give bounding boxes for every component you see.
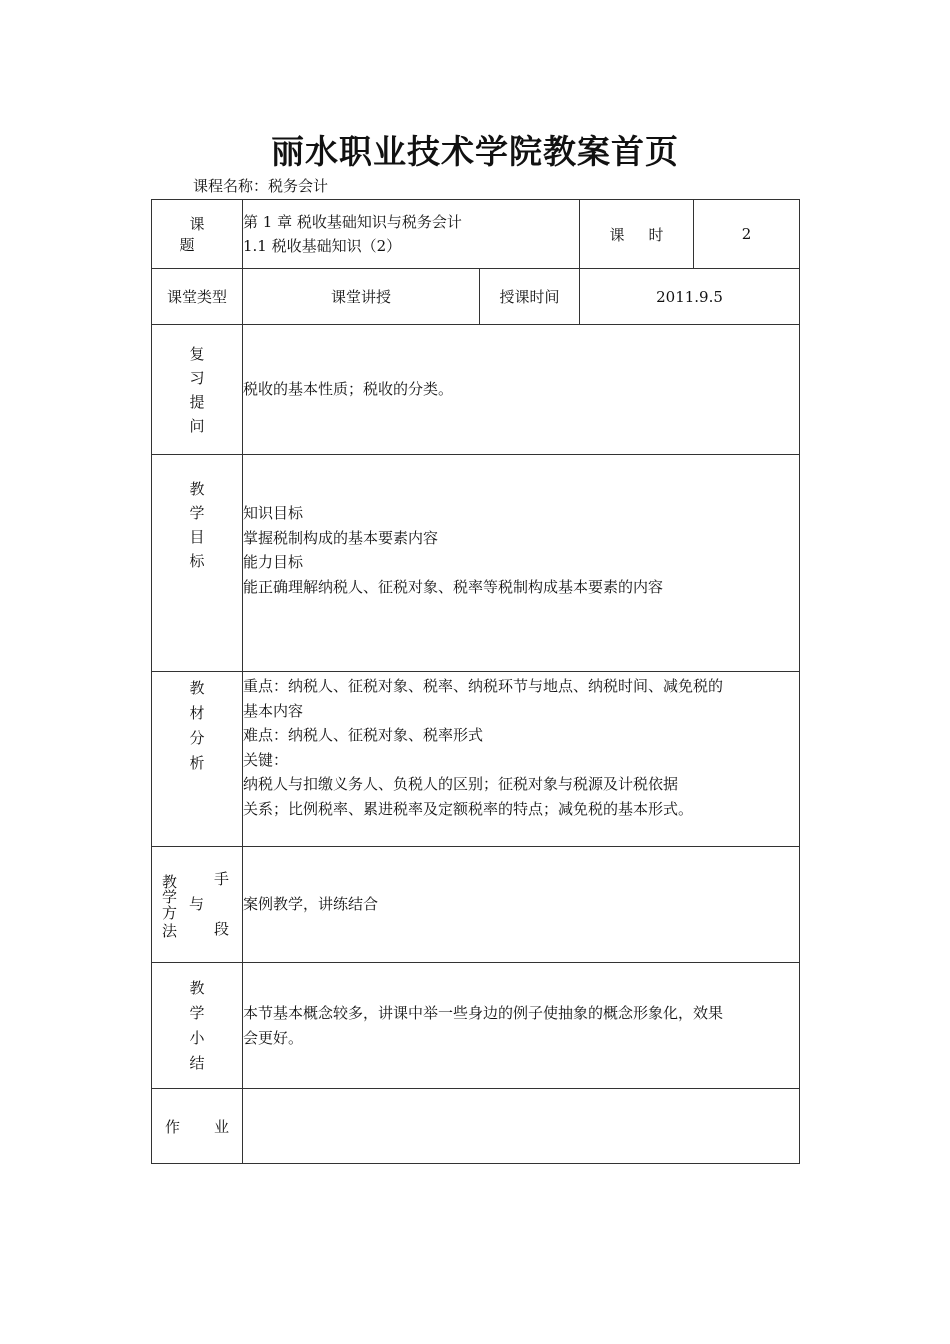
analysis-line: 基本内容 <box>243 701 304 720</box>
review-label-cell <box>152 325 243 455</box>
ability-goal-text: 能正确理解纳税人、征税对象、税率等税制构成基本要素的内容 <box>243 577 664 596</box>
knowledge-goal-heading: 知识目标 <box>243 504 304 522</box>
homework-row <box>152 1089 800 1164</box>
ability-goal-heading: 能力目标 <box>243 553 304 571</box>
summary-content-cell <box>243 963 800 1089</box>
page-title: 丽水职业技术学院教案首页 <box>271 132 679 171</box>
goals-label-cell <box>152 455 243 672</box>
review-row <box>152 325 800 455</box>
class-time-label: 授课时间 <box>480 269 580 325</box>
topic-label: 课题 <box>179 215 225 254</box>
topic-chapter: 第 1 章 税收基础知识与税务会计 <box>243 212 462 231</box>
homework-content <box>243 1089 800 1164</box>
method-label-cell <box>152 847 243 963</box>
analysis-content-cell <box>243 672 800 847</box>
class-time-value: 2011.9.5 <box>580 269 800 325</box>
analysis-row <box>152 672 800 847</box>
topic-content-cell <box>243 200 580 269</box>
goals-label: 教 学 目 标 <box>189 480 205 570</box>
method-content: 案例教学，讲练结合 <box>243 847 800 963</box>
topic-label-cell <box>152 200 243 269</box>
homework-label: 作 业 <box>165 1117 229 1136</box>
method-label: 教 学 方 法 与 手 段 <box>162 869 230 940</box>
course-name-value: 税务会计 <box>268 177 329 195</box>
class-type-row <box>152 269 800 325</box>
analysis-label: 教 材 分 析 <box>189 679 205 772</box>
review-label: 复 习 提 问 <box>189 344 205 435</box>
summary-line: 本节基本概念较多，讲课中举一些身边的例子使抽象的概念形象化，效果 <box>243 1004 724 1022</box>
method-row <box>152 847 800 963</box>
knowledge-goal-text: 掌握税制构成的基本要素内容 <box>243 528 439 547</box>
analysis-line: 关键： <box>243 750 289 769</box>
class-type-label: 课堂类型 <box>152 269 243 325</box>
course-name-label: 课程名称： <box>193 177 269 195</box>
hours-label: 课时 <box>609 225 688 244</box>
analysis-line: 纳税人与扣缴义务人、负税人的区别；征税对象与税源及计税依据 <box>243 775 679 793</box>
summary-row <box>152 963 800 1089</box>
analysis-line: 关系；比例税率、累进税率及定额税率的特点；减免税的基本形式。 <box>243 799 694 818</box>
summary-label: 教 学 小 结 <box>189 978 205 1072</box>
topic-row <box>152 200 800 269</box>
analysis-line: 难点：纳税人、征税对象、税率形式 <box>243 726 484 744</box>
summary-label-cell <box>152 963 243 1089</box>
course-name-line <box>193 176 328 196</box>
analysis-label-cell <box>152 672 243 847</box>
topic-section: 1.1 税收基础知识（2） <box>243 237 402 255</box>
class-type-value: 课堂讲授 <box>243 269 480 325</box>
analysis-line: 重点：纳税人、征税对象、税率、纳税环节与地点、纳税时间、减免税的 <box>243 677 724 695</box>
goals-row <box>152 455 800 672</box>
hours-label-cell <box>580 200 694 269</box>
hours-value: 2 <box>694 200 800 269</box>
lesson-plan-table <box>151 199 800 1164</box>
summary-line: 会更好。 <box>243 1028 304 1047</box>
goals-content-cell <box>243 455 800 672</box>
review-content: 税收的基本性质；税收的分类。 <box>243 325 800 455</box>
homework-label-cell <box>152 1089 243 1164</box>
